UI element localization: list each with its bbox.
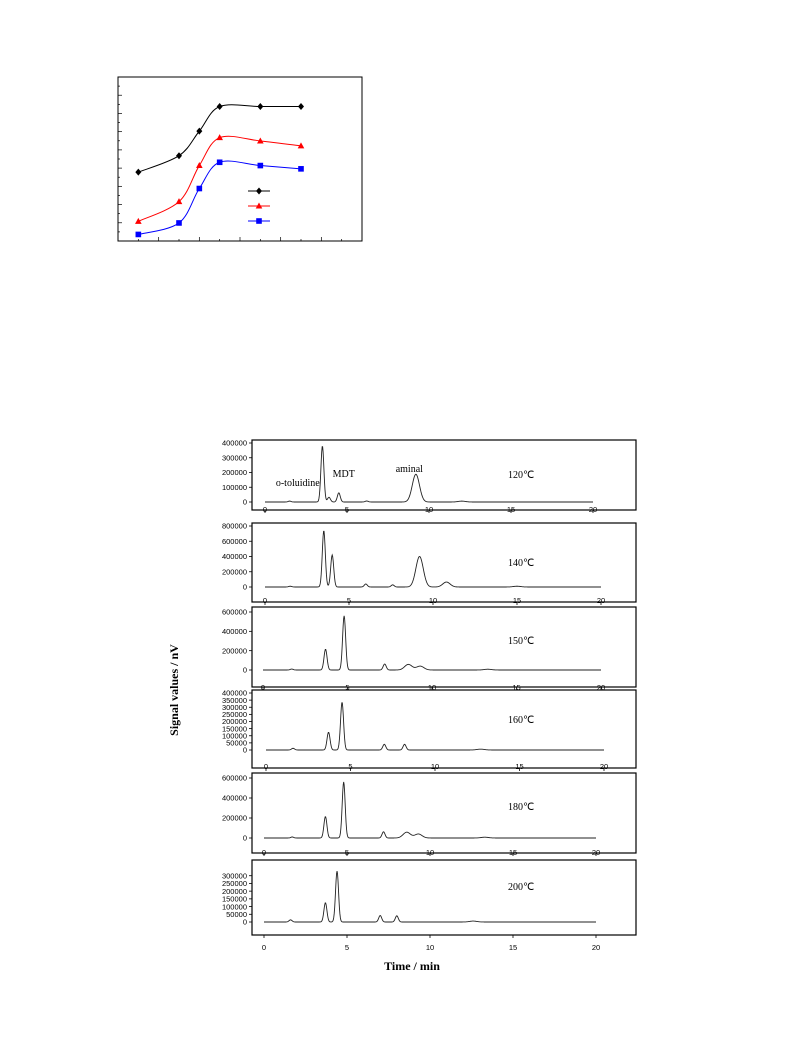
temperature-label: 160℃ (508, 715, 535, 726)
temperature-label: 200℃ (508, 882, 535, 893)
x-tick-label: 15 (506, 505, 516, 514)
y-tick-label: 200000 (221, 468, 247, 478)
panel-frame (252, 523, 636, 602)
x-tick-label: 15 (515, 762, 524, 771)
y-tick-label: 150000 (221, 894, 247, 904)
y-tick-label: 0 (242, 497, 247, 507)
y-tick-label: 50000 (226, 909, 247, 919)
chromatogram-panel (222, 689, 636, 771)
chromatogram-trace (266, 703, 604, 750)
y-tick-label: 300000 (221, 453, 247, 463)
x-tick-label: 5 (346, 596, 352, 605)
chromatogram-trace (265, 447, 593, 502)
y-tick-label: 50000 (226, 738, 247, 748)
panel-frame (252, 860, 636, 935)
chromatogram-panel (222, 607, 636, 692)
y-tick-label: 0 (242, 582, 247, 592)
chromatogram-trace (265, 531, 601, 587)
temperature-label: 140℃ (508, 558, 535, 569)
x-tick-label: 0 (260, 683, 266, 692)
x-tick-label: 10 (425, 943, 435, 952)
chromatogram-trace (263, 616, 601, 670)
x-tick-label: 0 (263, 762, 269, 771)
y-tick-label: 200000 (221, 567, 247, 577)
x-tick-label: 5 (345, 683, 350, 692)
panel-frame (252, 773, 636, 853)
y-tick-label: 600000 (221, 607, 247, 617)
x-tick-label: 20 (588, 505, 598, 514)
chromatogram-panel (222, 522, 636, 605)
temperature-label: 180℃ (508, 802, 535, 813)
x-tick-label: 10 (427, 683, 437, 692)
y-tick-label: 150000 (221, 724, 247, 734)
x-tick-label: 0 (261, 943, 267, 952)
x-tick-label: 0 (261, 848, 267, 857)
chromatogram-panel (222, 773, 636, 857)
chromatogram-trace (264, 782, 596, 838)
y-tick-label: 100000 (221, 731, 247, 741)
y-tick-label: 400000 (221, 552, 247, 562)
x-tick-label: 10 (430, 762, 440, 771)
y-tick-label: 350000 (221, 695, 247, 705)
x-tick-label: 5 (344, 848, 350, 857)
x-tick-label: 5 (348, 762, 353, 771)
y-tick-label: 0 (242, 665, 247, 675)
y-tick-label: 200000 (221, 886, 247, 896)
chromatogram-trace (264, 871, 596, 922)
y-tick-label: 300000 (221, 702, 247, 712)
x-tick-label: 20 (599, 762, 609, 771)
x-tick-label: 10 (424, 505, 434, 514)
x-tick-label: 10 (428, 596, 438, 605)
y-tick-label: 300000 (221, 871, 247, 881)
y-tick-label: 100000 (221, 482, 247, 492)
x-axis-label: Time / min (384, 959, 440, 973)
y-tick-label: 0 (242, 833, 247, 843)
peak-annotation: aminal (395, 463, 423, 475)
temperature-label: 120℃ (508, 470, 535, 481)
y-tick-label: 0 (242, 745, 247, 755)
y-axis-label: Signal values / nV (167, 644, 181, 736)
y-tick-label: 200000 (221, 717, 247, 727)
y-tick-label: 250000 (221, 710, 247, 720)
y-tick-label: 200000 (221, 646, 247, 656)
chromatogram-panel (222, 860, 636, 952)
y-tick-label: 250000 (221, 879, 247, 889)
x-tick-label: 10 (425, 848, 435, 857)
peak-annotation: o-toluidine (275, 477, 320, 489)
panel-frame (252, 440, 636, 510)
x-tick-label: 0 (262, 505, 268, 514)
x-tick-label: 15 (508, 943, 518, 952)
y-tick-label: 400000 (221, 438, 247, 448)
y-tick-label: 400000 (221, 793, 247, 803)
chromatogram-panel (222, 439, 636, 514)
y-tick-label: 800000 (221, 521, 247, 531)
y-tick-label: 200000 (221, 813, 247, 823)
y-tick-label: 400000 (221, 627, 247, 637)
x-tick-label: 5 (344, 505, 350, 514)
panel-frame (252, 607, 636, 687)
x-tick-label: 20 (596, 683, 606, 692)
y-tick-label: 100000 (221, 902, 247, 912)
panel-frame (252, 690, 636, 768)
x-tick-label: 20 (596, 596, 606, 605)
x-tick-label: 15 (512, 683, 521, 692)
x-tick-label: 5 (344, 943, 350, 952)
x-tick-label: 20 (591, 943, 601, 952)
x-tick-label: 0 (262, 596, 268, 605)
y-tick-label: 600000 (221, 536, 247, 546)
peak-annotation: MDT (332, 468, 355, 480)
y-tick-label: 0 (242, 917, 247, 927)
x-tick-label: 15 (512, 596, 522, 605)
y-tick-label: 600000 (221, 773, 247, 783)
x-tick-label: 15 (508, 848, 518, 857)
y-tick-label: 400000 (221, 688, 247, 698)
temperature-label: 150℃ (508, 636, 535, 647)
x-tick-label: 20 (591, 848, 601, 857)
